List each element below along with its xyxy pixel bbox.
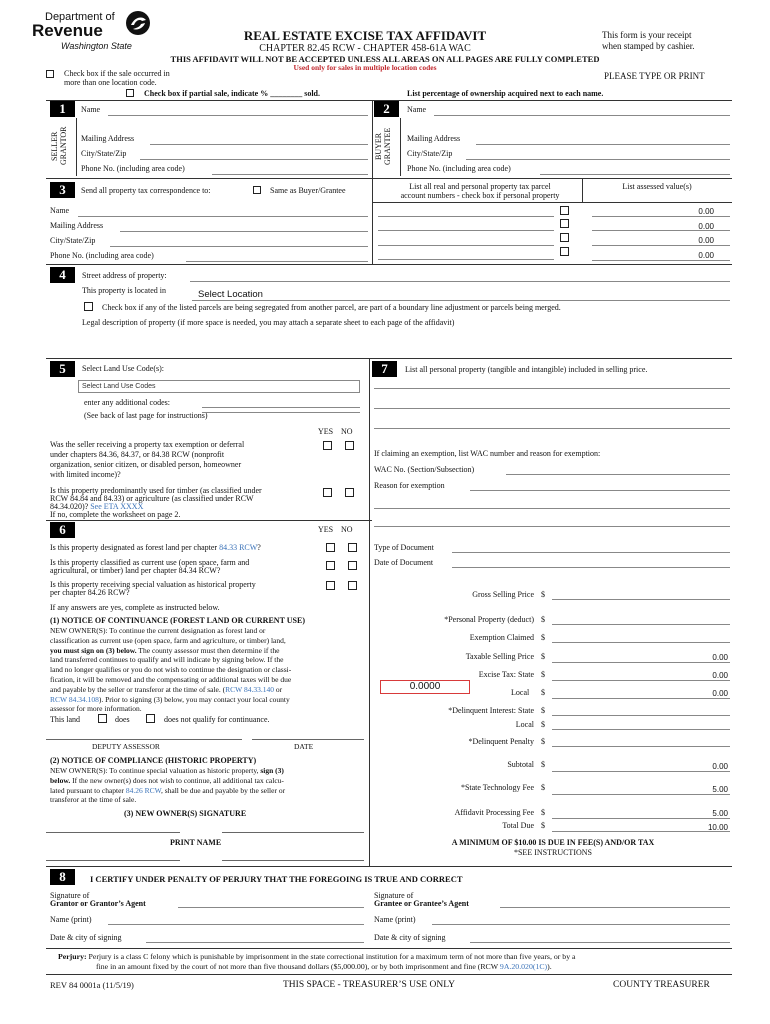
- current-use-yes-checkbox[interactable]: [326, 561, 335, 570]
- see-back-label: (See back of last page for instructions): [84, 411, 208, 420]
- tech-fee-dollar: $: [541, 783, 545, 792]
- treasurer-space: THIS SPACE - TREASURER’S USE ONLY: [283, 980, 455, 990]
- warning-text: THIS AFFIDAVIT WILL NOT BE ACCEPTED UNLESS ALL AREAS ON ALL PAGES ARE FULLY COMPLETED: [170, 54, 600, 64]
- seller-city-label: City/State/Zip: [81, 149, 127, 158]
- personal-property-label: List all personal property (tangible and intangible) included in selling price.: [405, 365, 648, 374]
- local-field[interactable]: [552, 698, 730, 699]
- forest-q-link[interactable]: 84.33 RCW: [219, 543, 258, 552]
- reason-label: Reason for exemption: [374, 481, 445, 490]
- taxable-field[interactable]: [552, 662, 730, 663]
- notice-2-line-3: [50, 786, 366, 796]
- multi-location-note: Used only for sales in multiple location codes: [293, 63, 437, 72]
- reason-field-1[interactable]: [470, 490, 730, 491]
- sec8-top-rule: [46, 866, 732, 867]
- section-3-number: 3: [50, 182, 75, 198]
- assessed-field-3[interactable]: [592, 245, 730, 246]
- reason-field-2[interactable]: [374, 508, 730, 509]
- taxable-label: Taxable Selling Price: [465, 652, 534, 661]
- buyer-mailing-label: Mailing Address: [407, 134, 461, 143]
- parcel-field-4[interactable]: [378, 259, 554, 260]
- date-doc-field[interactable]: [452, 567, 730, 568]
- if-any-yes-label: If any answers are yes, complete as instructed below.: [50, 603, 220, 612]
- corr-city-label: City/State/Zip: [50, 236, 96, 245]
- exemption-q-3: organization, senior citizen, or disabled person, homeowner: [50, 460, 242, 469]
- buyer-city-field[interactable]: [466, 159, 730, 160]
- tech-fee-field[interactable]: [552, 794, 730, 795]
- processing-fee-value: 5.00: [712, 809, 728, 818]
- delinquent-penalty-field[interactable]: [552, 746, 730, 747]
- taxable-value: 0.00: [712, 653, 728, 662]
- exemption-claimed-field[interactable]: [552, 642, 730, 643]
- multi-location-label-1: Check box if the sale occurred in: [64, 69, 170, 78]
- taxable-dollar: $: [541, 652, 545, 661]
- perjury-bottom-rule: [46, 974, 732, 975]
- rcw-9a-link[interactable]: 9A.20.020(1C): [499, 962, 548, 971]
- excise-state-dollar: $: [541, 670, 545, 679]
- buyer-name-field[interactable]: [434, 115, 730, 116]
- section-8-number: 8: [50, 869, 75, 885]
- located-in-label: This property is located in: [82, 286, 166, 295]
- timber-q-1: Is this property predominantly used for timber (as classified under: [50, 486, 262, 495]
- perjury-notice: [58, 952, 728, 972]
- personal-deduct-label: *Personal Property (deduct): [444, 615, 534, 624]
- grantee-sig-field[interactable]: [500, 907, 730, 908]
- notice-2-line-1: [50, 766, 366, 776]
- perjury-top-rule: [46, 948, 732, 949]
- forest-q: Is this property designated as forest land per chapter 84.33 RCW?: [50, 543, 261, 552]
- form-chapters: CHAPTER 82.45 RCW - CHAPTER 458-61A WAC: [259, 43, 471, 54]
- perjury-line-1: [58, 952, 728, 962]
- assessed-field-1[interactable]: [592, 216, 730, 217]
- revenue-swoosh-icon: [125, 10, 151, 36]
- exemption-no-checkbox[interactable]: [345, 441, 354, 450]
- grantor-date-field[interactable]: [146, 942, 364, 943]
- exemption-yes-checkbox[interactable]: [323, 441, 332, 450]
- buyer-phone-label: Phone No. (including area code): [407, 164, 511, 173]
- new-owner-signature-title: (3) NEW OWNER(S) SIGNATURE: [124, 809, 247, 818]
- type-doc-field[interactable]: [452, 552, 730, 553]
- notice-2-line-1-a: NEW OWNER(S): To continue special valuation as historic property,: [50, 766, 259, 775]
- sec6-top-rule: [46, 520, 372, 521]
- send-to-label: Send all property tax correspondence to:: [81, 186, 211, 195]
- exemption-q-2: under chapters 84.36, 84.37, or 84.38 RCW (nonprofit: [50, 450, 225, 459]
- grantee-name-label: Name (print): [374, 915, 416, 924]
- rcw-84-26-link[interactable]: 84.26 RCW: [125, 785, 161, 795]
- assessed-value-2: 0.00: [698, 222, 714, 231]
- notice-1-line-4: land transferred continues to qualify and will indicate by signing below. If the: [50, 655, 284, 665]
- section-6-number: 6: [50, 522, 75, 538]
- subtotal-field[interactable]: [552, 771, 730, 772]
- notice-2-title: (2) NOTICE OF COMPLIANCE (HISTORIC PROPERTY): [50, 756, 257, 765]
- parcel-personal-checkbox-3[interactable]: [560, 233, 569, 242]
- certify-text: I CERTIFY UNDER PENALTY OF PERJURY THAT THE FOREGOING IS TRUE AND CORRECT: [90, 874, 463, 884]
- grantee-date-field[interactable]: [470, 942, 730, 943]
- sec3-divider: [372, 178, 373, 264]
- sec6-no-head: NO: [341, 525, 353, 534]
- receipt-line1: This form is your receipt: [602, 30, 692, 40]
- corr-mailing-field[interactable]: [120, 231, 368, 232]
- dept-top: Department of: [45, 11, 115, 23]
- notice-1-line-7: [50, 685, 366, 695]
- segregated-checkbox[interactable]: [84, 302, 93, 311]
- assessed-field-4[interactable]: [592, 260, 730, 261]
- notice-2-line-4: transferor at the time of sale.: [50, 795, 137, 805]
- land-use-label: Select Land Use Code(s):: [82, 364, 164, 373]
- notice-1-line-5: land no longer qualifies or you do not wish to continue the designation or classi-: [50, 665, 292, 675]
- notice-1-line-7-b: or: [273, 684, 283, 694]
- seller-city-field[interactable]: [140, 159, 368, 160]
- assessed-value-1: 0.00: [698, 207, 714, 216]
- notice-1-title: (1) NOTICE OF CONTINUANCE (FOREST LAND OR CURRENT USE): [50, 616, 305, 625]
- ownership-pct-label: List percentage of ownership acquired next to each name.: [407, 89, 604, 98]
- local-value: 0.00: [712, 689, 728, 698]
- owner-sign-line-2[interactable]: [222, 832, 364, 833]
- minimum-fee-note: A MINIMUM OF $10.00 IS DUE IN FEE(S) AND/OR TAX: [451, 838, 655, 847]
- sec5-sec7-divider: [369, 358, 370, 866]
- corr-name-field[interactable]: [78, 216, 368, 217]
- multi-location-label-2: more than one location code.: [64, 78, 157, 87]
- county-treasurer: COUNTY TREASURER: [613, 980, 710, 990]
- notice-1-must-sign: you must sign on (3) below.: [50, 645, 137, 655]
- notice-1-line-8-b: ). Prior to signing (3) below, you may contact your local county: [98, 694, 290, 704]
- historic-no-checkbox[interactable]: [348, 581, 357, 590]
- total-due-label: Total Due: [502, 821, 534, 830]
- perjury-text-2: fine in an amount fixed by the court of not more than five thousand dollars ($5,000.00), or by both imprisonment and fine (RCW: [96, 962, 500, 971]
- local-rate-value: 0.0000: [409, 681, 441, 692]
- partial-sale-checkbox[interactable]: [126, 89, 134, 97]
- parcel-personal-checkbox-2[interactable]: [560, 219, 569, 228]
- notice-1-line-3: [50, 646, 366, 656]
- grantee-date-label: Date & city of signing: [374, 933, 446, 942]
- subtotal-dollar: $: [541, 760, 545, 769]
- segregated-label: Check box if any of the listed parcels are being segregated from another parcel, are part of a boundary line adjustment or parcels being merged.: [102, 303, 561, 312]
- additional-codes-label: enter any additional codes:: [84, 398, 170, 407]
- grantor-name-field[interactable]: [108, 924, 364, 925]
- dept-name: Revenue: [32, 21, 103, 40]
- grantee-sig-of: Signature of: [374, 891, 414, 900]
- parcel-personal-checkbox-4[interactable]: [560, 247, 569, 256]
- sec2-divider: [400, 118, 401, 176]
- delinquent-penalty-label: *Delinquent Penalty: [468, 737, 534, 746]
- corr-mailing-label: Mailing Address: [50, 221, 104, 230]
- seller-mailing-field[interactable]: [150, 144, 368, 145]
- rcw-84-33-140-link[interactable]: RCW 84.33.140: [225, 684, 274, 694]
- historic-q-1: Is this property receiving special valuation as historical property: [50, 580, 256, 589]
- notice-1-line-3-rest: The county assessor must then determine if the: [136, 645, 280, 655]
- historic-yes-checkbox[interactable]: [326, 581, 335, 590]
- buyer-mailing-field[interactable]: [476, 144, 730, 145]
- excise-state-field[interactable]: [552, 680, 730, 681]
- seller-phone-field[interactable]: [212, 174, 368, 175]
- assessed-divider: [582, 178, 583, 202]
- total-due-dollar: $: [541, 821, 545, 830]
- notice-1-line-2: classification as current use (open space, farm and agriculture, or timber) land,: [50, 635, 286, 645]
- form-title: REAL ESTATE EXCISE TAX AFFIDAVIT: [243, 28, 487, 43]
- grantor-date-label: Date & city of signing: [50, 933, 122, 942]
- additional-codes-field-2[interactable]: [202, 412, 360, 413]
- deputy-assessor-label: DEPUTY ASSESSOR: [92, 742, 160, 751]
- section-2-number: 2: [374, 101, 399, 117]
- seller-grantor-vertical: SELLER GRANTOR: [50, 126, 68, 166]
- delinquent-penalty-dollar: $: [541, 737, 545, 746]
- excise-state-value: 0.00: [712, 671, 728, 680]
- grantee-sig-label: Grantee or Grantee’s Agent: [374, 899, 469, 908]
- assessed-value-3: 0.00: [698, 236, 714, 245]
- seller-name-field[interactable]: [108, 115, 368, 116]
- parcel-head-1: List all real and personal property tax parcel: [409, 182, 551, 191]
- land-use-placeholder: Select Land Use Codes: [82, 383, 156, 390]
- please-type: PLEASE TYPE OR PRINT: [604, 71, 705, 81]
- timber-q-3-text: 84.34.020)?: [50, 502, 89, 511]
- notice-2-line-2-b: If the new owner(s) does not wish to continue, all additional tax calcu-: [70, 775, 284, 785]
- current-use-no-checkbox[interactable]: [348, 561, 357, 570]
- does-label: does: [115, 715, 130, 724]
- section-1-number: 1: [50, 101, 75, 117]
- land-does-checkbox[interactable]: [98, 714, 107, 723]
- processing-fee-dollar: $: [541, 808, 545, 817]
- legal-description-field[interactable]: [82, 330, 730, 356]
- delinquent-interest-dollar: $: [541, 706, 545, 715]
- processing-fee-label: Affidavit Processing Fee: [454, 808, 534, 817]
- owner-sign-line-1[interactable]: [46, 832, 180, 833]
- buyer-grantee-vertical: BUYER GRANTEE: [374, 127, 392, 165]
- deputy-date-label: DATE: [294, 742, 314, 751]
- notice-2-line-3-b: , shall be due and payable by the seller or: [160, 785, 286, 795]
- personal-deduct-dollar: $: [541, 615, 545, 624]
- location-underline: [192, 300, 730, 301]
- grantor-sig-label: Grantor or Grantor’s Agent: [50, 899, 146, 908]
- see-instructions: *SEE INSTRUCTIONS: [513, 848, 592, 857]
- notice-1-body: [50, 626, 366, 714]
- exemption-q-1: Was the seller receiving a property tax exemption or deferral: [50, 440, 245, 449]
- receipt-line2: when stamped by cashier.: [602, 41, 695, 51]
- notice-1-line-7-a: and payable by the seller or transferor at the time of sale. (: [50, 684, 226, 694]
- multi-location-checkbox[interactable]: [46, 70, 54, 78]
- legal-description-label: Legal description of property (if more space is needed, you may attach a separate sheet to each page of the affidavit): [82, 318, 455, 327]
- processing-fee-field[interactable]: [552, 818, 730, 819]
- street-label: Street address of property:: [82, 271, 167, 280]
- grantee-name-field[interactable]: [432, 924, 730, 925]
- exemption-claim-label: If claiming an exemption, list WAC number and reason for exemption:: [374, 449, 601, 458]
- seller-phone-label: Phone No. (including area code): [81, 164, 185, 173]
- timber-q-4: If no, complete the worksheet on page 2.: [50, 510, 181, 519]
- assessed-value-4: 0.00: [698, 251, 714, 260]
- type-doc-label: Type of Document: [374, 543, 434, 552]
- perjury-text-1: Perjury is a class C felony which is punishable by imprisonment in the state correctional institution for a maximum term of not more than five years, or by a: [86, 952, 576, 961]
- deputy-sign-line[interactable]: [46, 739, 242, 740]
- notice-1-line-1: NEW OWNER(S): To continue the current designation as forest land or: [50, 626, 266, 635]
- delinquent-interest-label: *Delinquent Interest: State: [448, 706, 534, 715]
- notice-1-line-8: [50, 695, 366, 705]
- perjury-label: Perjury:: [58, 952, 87, 961]
- personal-deduct-field[interactable]: [552, 624, 730, 625]
- corr-city-field[interactable]: [110, 246, 368, 247]
- parcel-field-3[interactable]: [378, 245, 554, 246]
- gross-dollar: $: [541, 590, 545, 599]
- exemption-q-4: with limited income)?: [50, 470, 121, 479]
- gross-field[interactable]: [552, 599, 730, 600]
- parcel-head-2: account numbers - check box if personal property: [400, 191, 560, 200]
- sec5-no-head: NO: [341, 427, 353, 436]
- deputy-date-line[interactable]: [252, 739, 364, 740]
- notice-2-line-3-a: lated pursuant to chapter: [50, 785, 126, 795]
- timber-no-checkbox[interactable]: [345, 488, 354, 497]
- timber-yes-checkbox[interactable]: [323, 488, 332, 497]
- buyer-phone-field[interactable]: [540, 174, 730, 175]
- corr-phone-label: Phone No. (including area code): [50, 251, 154, 260]
- sec3-top-rule: [46, 178, 732, 179]
- notice-2-sign-3: sign (3): [258, 766, 284, 775]
- sec5-top-rule: [46, 358, 732, 359]
- local-dollar: $: [541, 688, 545, 697]
- sec6-yes-head: YES: [318, 525, 334, 534]
- subtotal-value: 0.00: [712, 762, 728, 771]
- parcel-head-rule: [372, 202, 732, 203]
- notice-2-below: below.: [50, 775, 71, 785]
- buyer-city-label: City/State/Zip: [407, 149, 453, 158]
- seller-name-label: Name: [81, 105, 101, 114]
- delinquent-local-field[interactable]: [552, 729, 730, 730]
- does-not-qualify-label: does not qualify for continuance.: [164, 715, 270, 724]
- same-as-buyer-checkbox[interactable]: [253, 186, 261, 194]
- historic-q-2: per chapter 84.26 RCW?: [50, 588, 130, 597]
- tech-fee-value: 5.00: [712, 785, 728, 794]
- grantor-name-label: Name (print): [50, 915, 92, 924]
- local-rate-input[interactable]: [380, 680, 470, 694]
- sec4-top-rule: [46, 264, 732, 265]
- personal-prop-line-2[interactable]: [374, 408, 730, 409]
- this-land-label: This land: [50, 715, 80, 724]
- grantor-sig-field[interactable]: [178, 907, 364, 908]
- forest-no-checkbox[interactable]: [348, 543, 357, 552]
- print-name-label: PRINT NAME: [170, 838, 222, 847]
- corr-phone-field[interactable]: [186, 261, 368, 262]
- same-as-buyer-label: Same as Buyer/Grantee: [270, 186, 346, 195]
- delinquent-interest-field[interactable]: [552, 715, 730, 716]
- wac-label: WAC No. (Section/Subsection): [374, 465, 475, 474]
- notice-1-line-9: assessor for more information.: [50, 704, 142, 714]
- sec1-sec2-divider: [372, 100, 373, 178]
- additional-codes-field[interactable]: [202, 407, 360, 408]
- buyer-name-label: Name: [407, 105, 427, 114]
- notice-2-line-2: [50, 776, 366, 786]
- dept-state: Washington State: [61, 41, 132, 51]
- perjury-end: ).: [547, 962, 552, 971]
- parcel-field-1[interactable]: [378, 216, 554, 217]
- exemption-claimed-label: Exemption Claimed: [469, 633, 534, 642]
- owner-print-line-2[interactable]: [222, 860, 364, 861]
- forest-q-text: Is this property designated as forest land per chapter: [50, 543, 218, 552]
- tech-fee-label: *State Technology Fee: [460, 783, 534, 792]
- rev-number: REV 84 0001a (11/5/19): [50, 980, 134, 990]
- personal-prop-line-3[interactable]: [374, 428, 730, 429]
- forest-yes-checkbox[interactable]: [326, 543, 335, 552]
- exemption-claimed-dollar: $: [541, 633, 545, 642]
- current-use-q-1: Is this property classified as current use (open space, farm and: [50, 558, 250, 567]
- wac-field[interactable]: [506, 474, 730, 475]
- section-7-number: 7: [372, 361, 397, 377]
- timber-q-2: RCW 84.84 and 84.33) or agriculture (as classified under RCW: [50, 494, 254, 503]
- owner-print-line-1[interactable]: [46, 860, 180, 861]
- date-doc-label: Date of Document: [374, 558, 434, 567]
- rcw-84-34-108-link[interactable]: RCW 84.34.108: [50, 694, 99, 704]
- grantor-sig-of: Signature of: [50, 891, 90, 900]
- assessed-head: List assessed value(s): [622, 182, 692, 191]
- revenue-logo: [27, 10, 167, 54]
- reason-field-3[interactable]: [374, 526, 730, 527]
- delinquent-local-dollar: $: [541, 720, 545, 729]
- partial-sale-label: Check box if partial sale, indicate % ________ sold.: [144, 89, 321, 98]
- location-select[interactable]: Select Location: [198, 289, 263, 300]
- local-label: Local: [511, 688, 530, 697]
- delinquent-local-label: Local: [515, 720, 534, 729]
- section-4-number: 4: [50, 267, 75, 283]
- parcel-personal-checkbox-1[interactable]: [560, 206, 569, 215]
- land-use-select[interactable]: [78, 380, 360, 393]
- total-due-value: 10.00: [707, 823, 728, 832]
- parcel-field-2[interactable]: [378, 230, 554, 231]
- sec5-yes-head: YES: [318, 427, 334, 436]
- current-use-q-2: agricultural, or timber) land per chapter 84.34 RCW?: [50, 566, 221, 575]
- personal-prop-line-1[interactable]: [374, 388, 730, 389]
- sec1-divider: [76, 118, 77, 176]
- notice-2-body: [50, 766, 366, 805]
- corr-name-label: Name: [50, 206, 70, 215]
- notice-1-line-6: fication, it will be removed and the compensating or additional taxes will be due: [50, 674, 292, 684]
- section-5-number: 5: [50, 361, 75, 377]
- excise-state-label: Excise Tax: State: [478, 670, 534, 679]
- street-field[interactable]: [190, 281, 730, 282]
- subtotal-label: Subtotal: [507, 760, 534, 769]
- gross-label: Gross Selling Price: [472, 590, 534, 599]
- eta-link[interactable]: See ETA XXXX: [90, 502, 144, 511]
- seller-mailing-label: Mailing Address: [81, 134, 135, 143]
- perjury-line-2: [58, 962, 728, 972]
- land-does-not-checkbox[interactable]: [146, 714, 155, 723]
